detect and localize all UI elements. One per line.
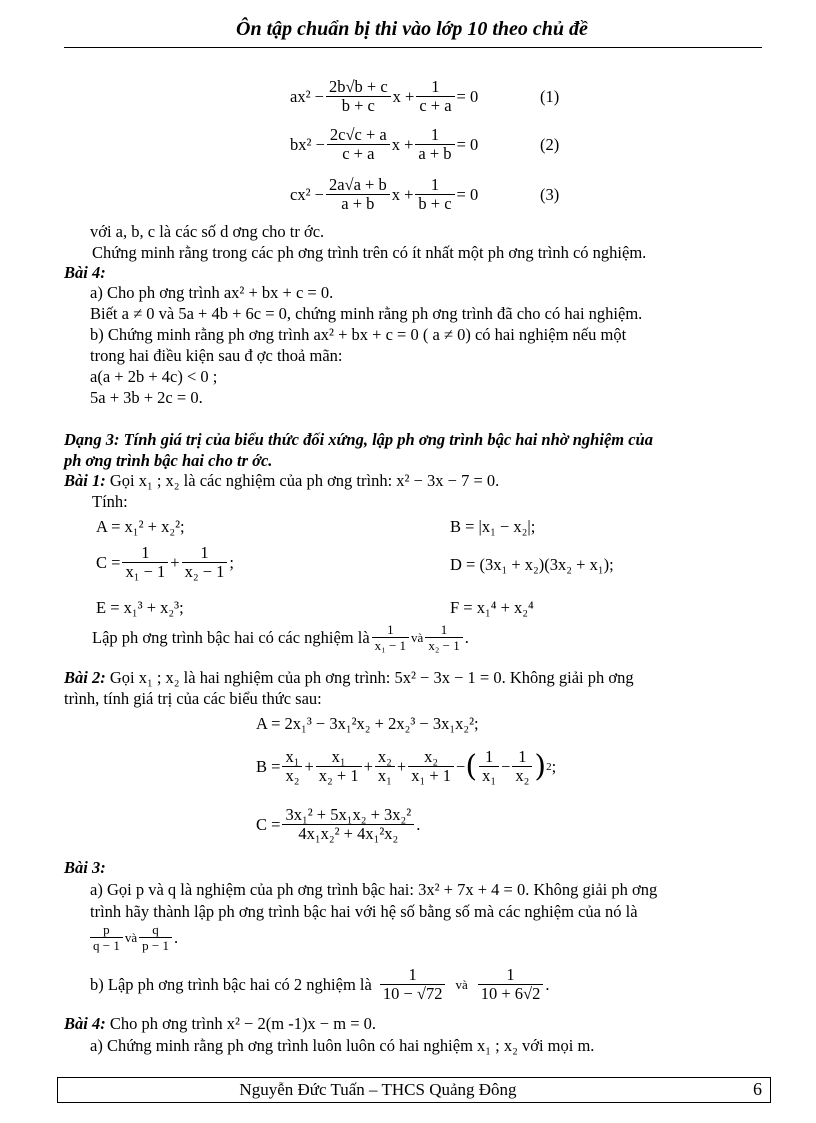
equation-3-label: (3) [540, 185, 560, 204]
equation-3: cx² − $\frac{2a√a + b}{a + b}$ x + $\frac{1}{b + c}$ = 0 [290, 175, 479, 213]
text-line: trình hãy thành lập ph ơng trình bậc hai với hệ số bằng số mà các nghiệm của nó là [90, 902, 638, 921]
expr-B: B = |x₁ − x₂|; [450, 517, 536, 536]
header-rule [64, 47, 762, 48]
page-header-title: Ôn tập chuẩn bị thi vào lớp 10 theo chủ đề [236, 18, 588, 40]
equation-1-label: (1) [540, 87, 560, 106]
expr-D: D = (3x₁ + x₂)(3x₂ + x₁); [450, 555, 614, 574]
text-line: a) Chứng minh rằng ph ơng trình luôn luôn có hai nghiệm x₁ ; x₂ với mọi m. [90, 1036, 595, 1055]
problem-line: Bài 4: Cho ph ơng trình x² − 2(m -1)x − m = 0. [64, 1014, 377, 1033]
expr-B: B = $\frac{\text{x₁}}{\text{x₂}}$ + $\frac{\text{x₁}}{\text{x₂ + 1}}$ + $\frac{\text{x₂}}{\text{x₁}}$ + $\frac{\text{x₂}}{\text{x₁ + 1}}$ − ( $\frac{1}{\text{x₁}}$ − $\frac{1}{\text{x₂}}$ ) 2 ; [256, 747, 557, 785]
equation-2-label: (2) [540, 135, 560, 154]
page-footer [57, 1077, 771, 1103]
fraction-pair: $\frac{p}{q - 1}$ và $\frac{q}{p - 1}$ . [88, 922, 178, 953]
text-line: Tính: [92, 492, 128, 511]
expr-A: A = x₁² + x₂²; [96, 517, 185, 536]
text-line: với a, b, c là các số d ơng cho tr ớc. [90, 222, 325, 241]
text-line: trình, tính giá trị của các biểu thức sau: [64, 689, 322, 708]
problem-line: b) Lập ph ơng trình bậc hai có 2 nghiệm là $\frac{1}{10 - √72}$ và $\frac{1}{10 + 6√2}$ . [90, 965, 550, 1003]
expr-C: C = $\frac{1}{\text{x₁ − 1}}$ + $\frac{1}{\text{x₂ − 1}}$ ; [96, 543, 234, 581]
expr-A: A = 2x₁³ − 3x₁²x₂ + 2x₂³ − 3x₁x₂²; [256, 714, 479, 733]
text-line: Biết a ≠ 0 và 5a + 4b + 6c = 0, chứng minh rằng ph ơng trình đã cho có hai nghiệm. [90, 304, 643, 323]
equation-1: ax² − $\frac{2b√b + c}{b + c}$ x + $\frac{1}{c + a}$ = 0 [290, 77, 479, 115]
section-heading: Bài 4: [64, 263, 106, 282]
page-number: 6 [753, 1079, 762, 1099]
problem-line: Bài 2: Gọi x₁ ; x₂ là hai nghiệm của ph ơng trình: 5x² − 3x − 1 = 0. Không giải ph ơng [64, 668, 634, 687]
text-line: trong hai điều kiện sau đ ợc thoả mãn: [90, 346, 343, 365]
text-line: b) Chứng minh rằng ph ơng trình ax² + bx + c = 0 ( a ≠ 0) có hai nghiệm nếu một [90, 325, 627, 344]
expr-C: C = $\frac{\text{3x₁² + 5x₁x₂ + 3x₂²}}{\text{4x₁x₂² + 4x₁²x₂}}$ . [256, 805, 421, 843]
footer-author: Nguyễn Đức Tuấn – THCS Quảng Đông [239, 1080, 517, 1099]
expr-F: F = x₁⁴ + x₂⁴ [450, 598, 534, 617]
section-title: Dạng 3: Tính giá trị của biểu thức đối xứng, lập ph ơng trình bậc hai nhờ nghiệm của [64, 430, 653, 449]
expr-E: E = x₁³ + x₂³; [96, 598, 184, 617]
equation-2: bx² − $\frac{2c√c + a}{c + a}$ x + $\frac{1}{a + b}$ = 0 [290, 125, 479, 163]
text-line: a) Cho ph ơng trình ax² + bx + c = 0. [90, 283, 334, 302]
section-title: ph ơng trình bậc hai cho tr ớc. [64, 451, 273, 470]
text-line: 5a + 3b + 2c = 0. [90, 388, 203, 407]
problem-line: Bài 1: Gọi x₁ ; x₂ là các nghiệm của ph ơng trình: x² − 3x − 7 = 0. [64, 471, 500, 490]
text-line: Chứng minh rằng trong các ph ơng trình trên có ít nhất một ph ơng trình có nghiệm. [92, 243, 647, 262]
text-line: a) Gọi p và q là nghiệm của ph ơng trình bậc hai: 3x² + 7x + 4 = 0. Không giải ph ơng [90, 880, 658, 899]
text-line: a(a + 2b + 4c) < 0 ; [90, 367, 218, 386]
section-heading: Bài 3: [64, 858, 106, 877]
problem-line: Lập ph ơng trình bậc hai có các nghiệm là $\frac{1}{\text{x₁ − 1}}$ và $\frac{1}{\text{x₂ − 1}}$ . [92, 622, 469, 653]
